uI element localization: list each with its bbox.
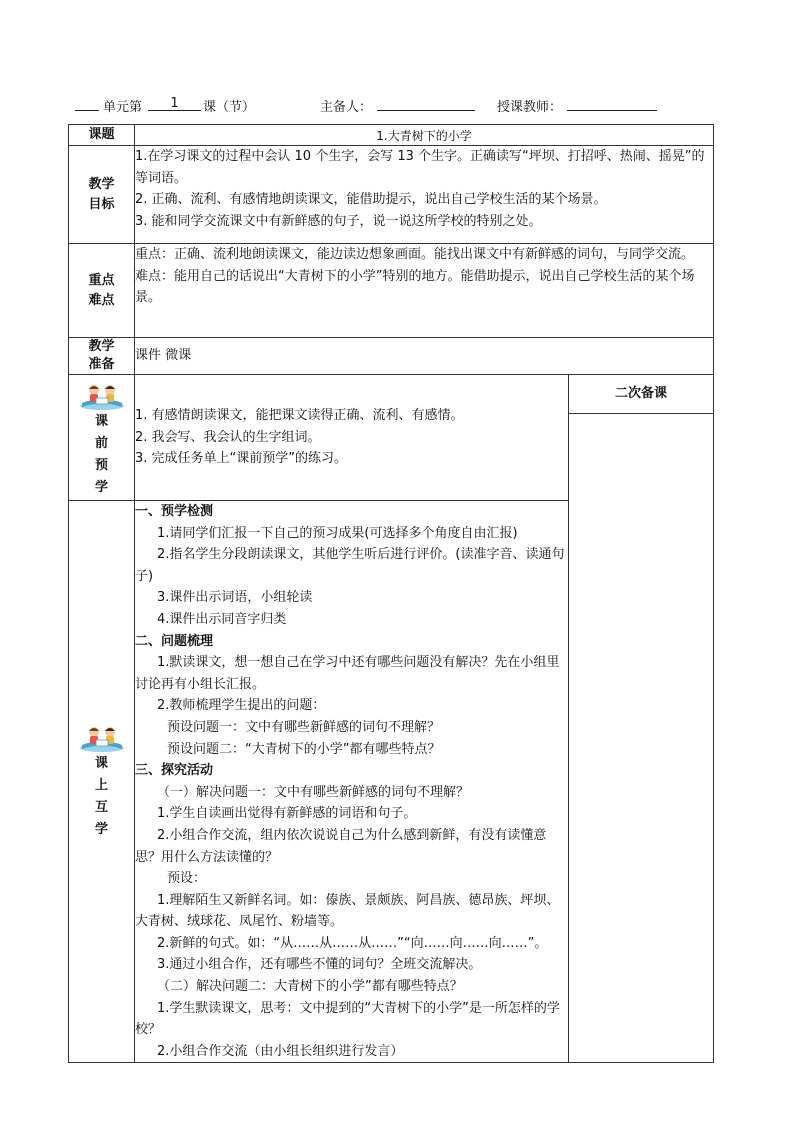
unit-text: 单元第 xyxy=(103,100,143,115)
activity-line: 1.学生默读课文，思考：文中提到的“大青树下的小学”是一所怎样的学校？ xyxy=(135,1000,560,1038)
goals-label: 教学 目标 xyxy=(69,146,135,244)
keypoints-row xyxy=(69,244,714,338)
activity-line: 2.教师梳理学生提出的问题： xyxy=(157,698,326,714)
second-prep-column xyxy=(569,375,714,1063)
difficulty-item: 难点：能用自己的话说出“大青树下的小学”特别的地方。能借助提示，说出自己学校生活的某个场景。 xyxy=(135,268,695,305)
lesson-text: 课（节） xyxy=(203,100,256,115)
prep-value: 课件 微课 xyxy=(135,338,714,375)
section-heading: 二、问题梳理 xyxy=(135,633,214,649)
activity-line: 预设问题一：文中有哪些新鲜感的词句不理解？ xyxy=(167,719,441,735)
keypoint-item: 重点：正确、流利地朗读课文，能边读边想象画面。能找出课文中有新鲜感的词句，与同学交流。 xyxy=(135,247,695,262)
activity-line: 3.通过小组合作，还有哪些不懂的词句？全班交流解决。 xyxy=(157,957,482,973)
unit-blank xyxy=(75,96,99,111)
prep-label: 教学 准备 xyxy=(69,338,135,375)
keypoints-label: 重点 难点 xyxy=(69,244,135,338)
activity-line: 1.学生自读画出觉得有新鲜感的词语和句子。 xyxy=(157,806,417,822)
section-heading: 一、预学检测 xyxy=(135,504,214,519)
topic-row xyxy=(69,125,714,146)
children-reading-icon xyxy=(76,381,128,411)
preview-label-cell xyxy=(69,375,135,501)
class-label: 课 上 互 学 xyxy=(94,755,108,837)
preparer-label: 主备人： xyxy=(320,100,373,115)
teacher-field[interactable] xyxy=(567,96,657,111)
activity-line: （一）解决问题一：文中有哪些新鲜感的词句不理解？ xyxy=(157,784,470,800)
preview-row xyxy=(69,375,714,501)
activity-line: 1.理解陌生又新鲜名词。如：傣族、景颇族、阿昌族、德昂族、坪坝、大青树、绒球花、凤尾竹、粉墙等。 xyxy=(135,892,560,930)
activity-line: 1.默读课文，想一想自己在学习中还有哪些问题没有解决？先在小组里讨论再有小组长汇报。 xyxy=(135,655,560,692)
class-content xyxy=(135,501,569,1063)
lesson-number: 1 xyxy=(148,96,201,111)
preview-item: 2. 我会写、我会认的生字组词。 xyxy=(135,429,321,445)
activity-line: 2.小组合作交流，组内依次说说自己为什么感到新鲜，有没有读懂意思？用什么方法读懂的？ xyxy=(135,827,547,865)
preview-item: 3. 完成任务单上“课前预学”的练习。 xyxy=(135,451,348,467)
teacher-label: 授课教师： xyxy=(497,100,563,115)
topic-value: 1.大青树下的小学 xyxy=(135,125,714,146)
activity-line: （二）解决问题二：大青树下的小学”都有哪些特点？ xyxy=(157,979,463,995)
children-reading-icon xyxy=(76,723,128,753)
goals-content xyxy=(135,146,714,244)
section-heading: 三、探究活动 xyxy=(135,763,214,779)
activity-line: 1.请同学们汇报一下自己的预习成果(可选择多个角度自由汇报) xyxy=(157,525,518,541)
keypoints-content xyxy=(135,244,714,338)
class-label-cell xyxy=(69,501,135,1063)
second-prep-header: 二次备课 xyxy=(569,375,713,414)
activity-line: 3.课件出示词语，小组轮读 xyxy=(157,590,313,606)
preview-item: 1. 有感情朗读课文，能把课文读得正确、流利、有感情。 xyxy=(135,408,464,424)
activity-line: 4.课件出示同音字归类 xyxy=(157,611,287,627)
activity-line: 2.指名学生分段朗读课文，其他学生听后进行评价。(读准字音、读通句子) xyxy=(135,547,565,584)
activity-line: 预设： xyxy=(167,871,207,887)
preparer-field[interactable] xyxy=(377,96,475,111)
lesson-header xyxy=(75,96,715,114)
goal-item: 1.在学习课文的过程中会认 10 个生字，会写 13 个生字。正确读写“坪坝、打招呼、热闹、摇晃”的等词语。 xyxy=(135,149,705,186)
topic-label: 课题 xyxy=(69,125,135,146)
preview-label: 课 前 预 学 xyxy=(94,413,108,495)
lesson-plan-table xyxy=(68,124,714,1063)
goals-row xyxy=(69,146,714,244)
activity-line: 预设问题二：“大青树下的小学”都有哪些特点？ xyxy=(167,741,441,757)
activity-line: 2.新鲜的句式。如：“从……从……从……”“向……向……向……”。 xyxy=(157,935,548,951)
preview-content xyxy=(135,375,569,501)
goal-item: 3. 能和同学交流课文中有新鲜感的句子，说一说这所学校的特别之处。 xyxy=(135,213,542,229)
goal-item: 2. 正确、流利、有感情地朗读课文，能借助提示，说出自己学校生活的某个场景。 xyxy=(135,192,607,207)
prep-row xyxy=(69,338,714,375)
activity-line: 2.小组合作交流（由小组长组织进行发言） xyxy=(157,1043,404,1059)
